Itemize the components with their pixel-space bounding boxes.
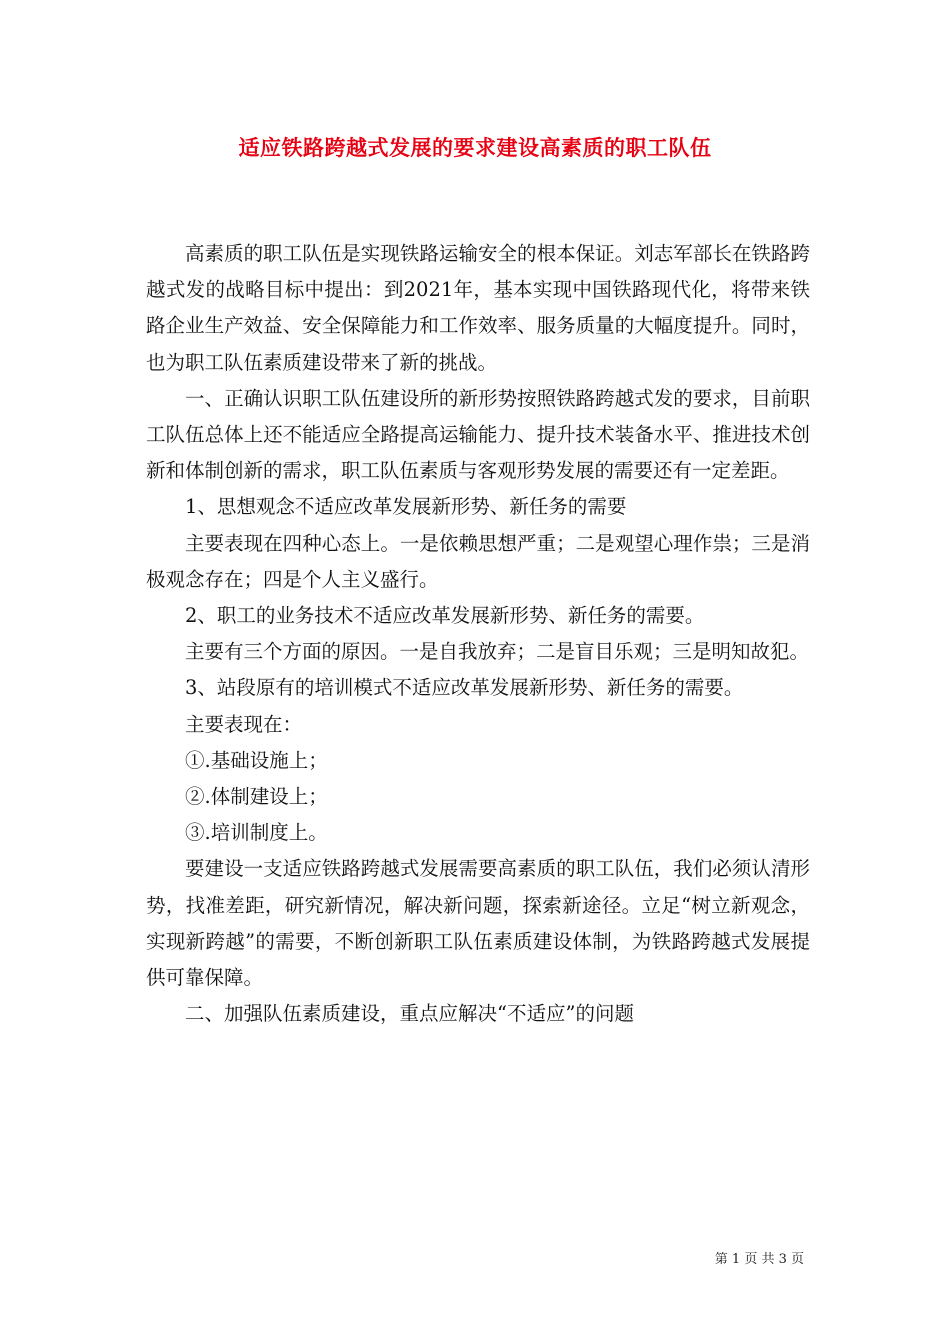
paragraph: 主要有三个方面的原因。一是自我放弃；二是盲目乐观；三是明知故犯。 — [185, 640, 810, 664]
list-item: ①.基础设施上； — [185, 748, 328, 772]
paragraph: 高素质的职工队伍是实现铁路运输安全的根本保证。刘志军部长在铁路跨越式发的战略目标中提出：到2021年，基本实现中国铁路现代化，将带来铁路企业生产效益、安全保障能力和工作效率、服务质量的大幅度提升。同时，也为职工队伍素质建设带来了新的挑战。 — [146, 242, 810, 374]
list-item: ②.体制建设上； — [185, 785, 328, 809]
page-indicator: 第 1 页 共 3 页 — [714, 1252, 804, 1267]
paragraph: 3、站段原有的培训模式不适应改革发展新形势、新任务的需要。 — [185, 676, 744, 700]
paragraph: 二、加强队伍素质建设，重点应解决“不适应”的问题 — [185, 1002, 634, 1026]
document-title: 适应铁路跨越式发展的要求建设高素质的职工队伍 — [238, 135, 712, 160]
paragraph: 1、思想观念不适应改革发展新形势、新任务的需要 — [185, 495, 627, 519]
paragraph: 主要表现在四种心态上。一是依赖思想严重；二是观望心理作祟；三是消极观念存在；四是个人主义盛行。 — [146, 531, 810, 591]
paragraph: 2、职工的业务技术不适应改革发展新形势、新任务的需要。 — [185, 604, 705, 628]
paragraph: 主要表现在： — [185, 712, 303, 736]
paragraph: 一、正确认识职工队伍建设所的新形势按照铁路跨越式发的要求，目前职工队伍总体上还不能适应全路提高运输能力、提升技术装备水平、推进技术创新和体制创新的需求，职工队伍素质与客观形势发展的需要还有一定差距。 — [146, 386, 810, 483]
list-item: ③.培训制度上。 — [185, 821, 328, 845]
document-body — [146, 236, 810, 1032]
paragraph: 要建设一支适应铁路跨越式发展需要高素质的职工队伍，我们必须认清形势，找准差距，研究新情况，解决新问题，探索新途径。立足“树立新观念，实现新跨越”的需要，不断创新职工队伍素质建设体制，为铁路跨越式发展提供可靠保障。 — [146, 857, 810, 990]
